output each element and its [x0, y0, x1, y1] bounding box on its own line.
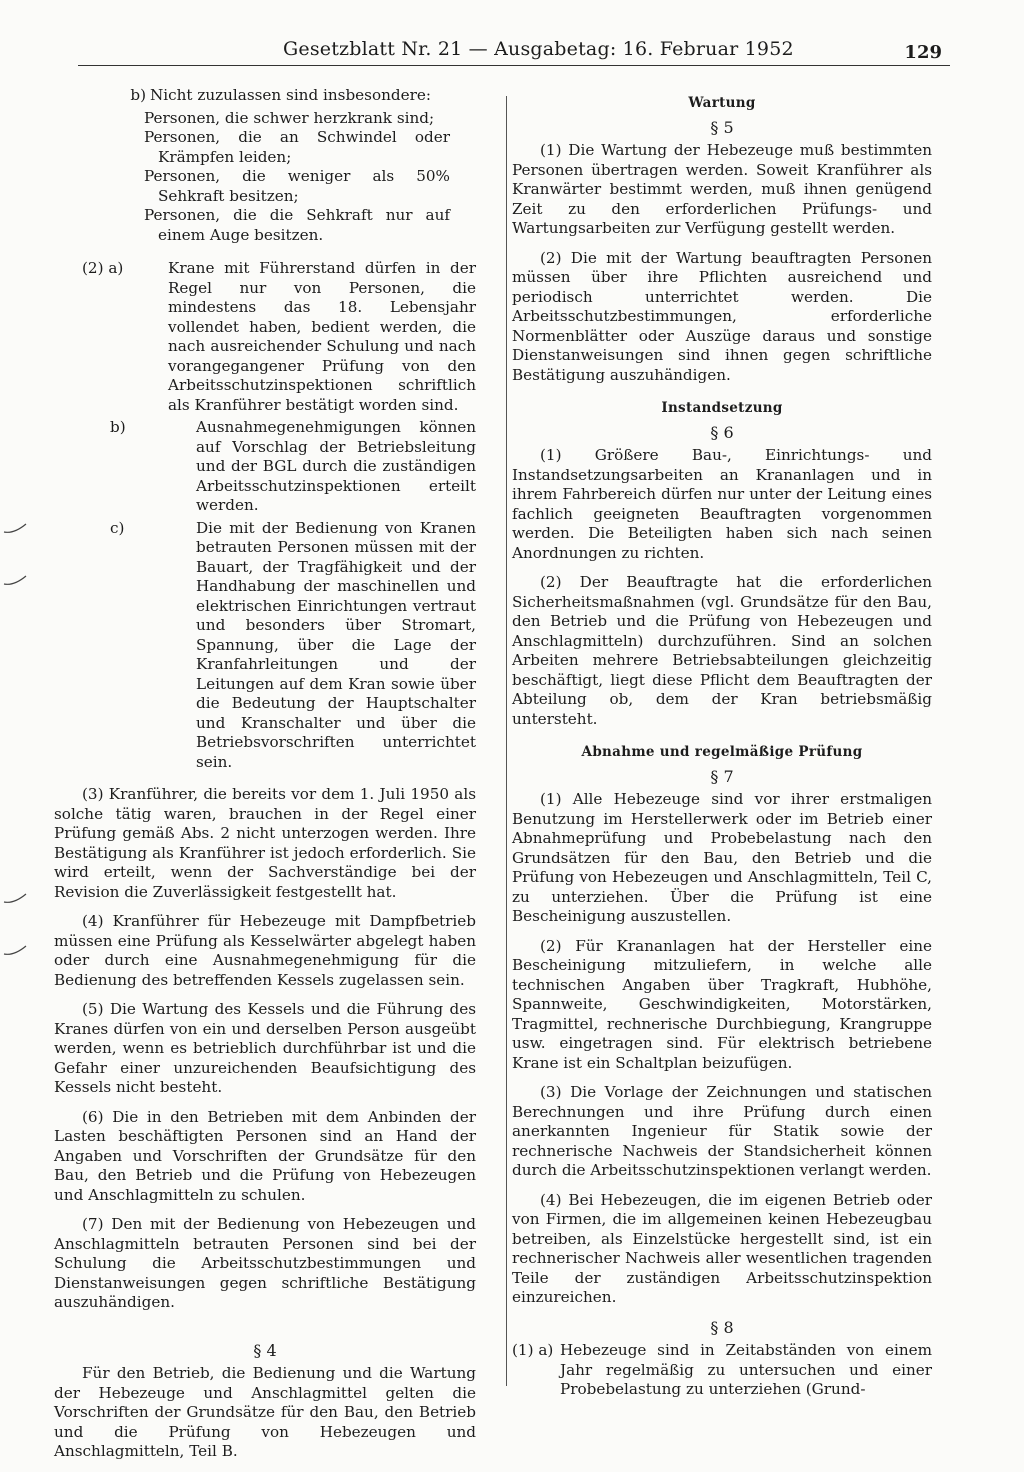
- clause-label: (1) a): [512, 1341, 554, 1359]
- clause-label: b): [130, 86, 146, 104]
- header-rule: [78, 65, 950, 66]
- clause-2c: [54, 519, 476, 773]
- clause-text: Nicht zuzulassen sind insbesondere:: [150, 86, 431, 104]
- paragraph-7: (7) Den mit der Bedienung von Hebezeugen und Anschlagmitteln betrauten Personen sind bei der Schulung die Arbeitsschutzbestimmungen und Dienstanweisungen gegen schriftliche Bestätigung auszuhändigen.: [54, 1215, 476, 1311]
- clause-2b: [54, 418, 476, 516]
- margin-checkmark-icon: [0, 522, 30, 536]
- section-5-paragraph-1: (1) Die Wartung der Hebezeuge muß bestimmten Personen übertragen werden. Soweit Kranführer als Kranwärter bestimmt werden, muß ihnen genügend Zeit zu den erforderlichen Prüfungs- und Wartungsarbeiten zur Verfügung gestellt werden.: [512, 141, 932, 237]
- paragraph-4: (4) Kranführer für Hebezeuge mit Dampfbetrieb müssen eine Prüfung als Kesselwärter abgelegt haben oder durch eine Ausnahmegenehmigung für die Bedienung des betreffenden Kessels zugelassen sein.: [54, 912, 476, 989]
- section-7-title: § 7: [710, 766, 734, 786]
- section-7-paragraph-4: (4) Bei Hebezeugen, die im eigenen Betrieb oder von Firmen, die im allgemeinen keinen Hebezeugbau betreiben, als Einzelstücke hergestellt sind, ist ein rechnerischer Nachweis aller wesentlichen tragenden Teile der zuständigen Arbeitsschutzinspektion einzureichen.: [512, 1190, 932, 1306]
- margin-checkmark-icon: [0, 944, 30, 958]
- paragraph-5: (5) Die Wartung des Kessels und die Führung des Kranes dürfen von ein und derselben Person ausgeübt werden, wenn es betrieblich durchführbar ist und die Gefahr einer unzureichenden Beaufsichtigung des Kessels nicht besteht.: [54, 1000, 476, 1096]
- heading-wartung: Wartung: [688, 95, 756, 111]
- heading-abnahme: Abnahme und regelmäßige Prüfung: [581, 744, 863, 760]
- margin-checkmark-icon: [0, 892, 30, 906]
- section-6-title: § 6: [710, 422, 734, 442]
- list-item: Personen, die schwer herzkrank sind;: [144, 108, 435, 127]
- clause-label: (2) a): [82, 259, 124, 277]
- section-7-paragraph-1: (1) Alle Hebezeuge sind vor ihrer erstmaligen Benutzung im Herstellerwerk oder im Betrieb einer Abnahmeprüfung und Probebelastung nach den Grundsätzen für den Bau, den Betrieb und die Prüfung von Hebezeugen und Anschlagmitteln, Teil C, zu unterziehen. Über die Prüfung ist eine Bescheinigung auszustellen.: [512, 790, 932, 925]
- list-item: Personen, die weniger als 50% Sehkraft besitzen;: [144, 167, 450, 205]
- section-8-clause-1a: [512, 1341, 932, 1400]
- heading-instandsetzung: Instandsetzung: [661, 400, 783, 416]
- section-6-paragraph-1: (1) Größere Bau-, Einrichtungs- und Instandsetzungsarbeiten an Krananlagen und in ihrem Fahrbereich dürfen nur unter der Leitung eines fachlich geeigneten Beauftragten vorgenommen werden. Die Beteiligten haben sich nach seinen Anordnungen zu richten.: [512, 446, 932, 562]
- section-5-title: § 5: [710, 117, 734, 137]
- section-4-title: § 4: [253, 1340, 277, 1360]
- clause-label: c): [110, 518, 125, 537]
- list-item: Personen, die die Sehkraft nur auf einem Auge besitzen.: [144, 206, 450, 244]
- excluded-persons-list: [54, 109, 476, 246]
- paragraph-6: (6) Die in den Betrieben mit dem Anbinden der Lasten beschäftigten Personen sind an Hand der Angaben und Vorschriften der Grundsätze für den Bau, den Betrieb und die Prüfung von Hebezeugen und Anschlagmitteln zu schulen.: [54, 1107, 476, 1204]
- section-7-paragraph-3: (3) Die Vorlage der Zeichnungen und statischen Berechnungen und ihre Prüfung durch einen anerkannten Ingenieur für Statik sowie der rechnerische Nachweis der Standsicherheit können durch die Arbeitsschutzinspektionen verlangt werden.: [512, 1083, 932, 1179]
- section-6-paragraph-2: (2) Der Beauftragte hat die erforderlichen Sicherheitsmaßnahmen (vgl. Grundsätze für den Bau, den Betrieb und die Prüfung von Hebezeugen und Anschlagmitteln) durchzuführen. Sind an solchen Arbeiten mehrere Betriebsabteilungen gleichzeitig beschäftigt, liegt diese Pflicht dem Beauftragten der Abteilung ob, dem der Kran betriebsmäßig untersteht.: [512, 573, 932, 728]
- column-divider: [506, 96, 507, 1386]
- right-column: [512, 86, 932, 1403]
- section-7-paragraph-2: (2) Für Krananlagen hat der Hersteller eine Bescheinigung mitzuliefern, in welche alle technischen Angaben über Tragkraft, Hubhöhe, Spannweite, Geschwindigkeiten, Motorstärken, Tragmittel, rechnerische Durchbiegung, Krangruppe usw. eingetragen sind. Für elektrisch betriebene Krane ist ein Schaltplan beizufügen.: [512, 936, 932, 1072]
- page-number: 129: [904, 42, 942, 63]
- left-column: [54, 86, 476, 1472]
- clause-b-intro: [54, 86, 476, 106]
- header-title: Gesetzblatt Nr. 21 — Ausgabetag: 16. Februar 1952: [283, 38, 794, 60]
- list-item: Personen, die an Schwindel oder Krämpfen leiden;: [144, 128, 450, 166]
- clause-2a: [54, 259, 476, 415]
- paragraph-3: (3) Kranführer, die bereits vor dem 1. Juli 1950 als solche tätig waren, brauchen in der Regel einer Prüfung gemäß Abs. 2 nicht unterzogen werden. Ihre Bestätigung als Kranführer ist jedoch erforderlich. Sie wird erteilt, wenn der Sachverständige bei der Revision die Zuverlässigkeit festgestellt hat.: [54, 785, 476, 901]
- section-5-paragraph-2: (2) Die mit der Wartung beauftragten Personen müssen über ihre Pflichten ausreichend und periodisch unterrichtet werden. Die Arbeitsschutzbestimmungen, erforderliche Normenblätter oder Auszüge daraus und sonstige Dienstanweisungen sind ihnen gegen schriftliche Bestätigung auszuhändigen.: [512, 248, 932, 384]
- margin-checkmark-icon: [0, 574, 30, 588]
- clause-text: Hebezeuge sind in Zeitabständen von einem Jahr regelmäßig zu untersuchen und einer Probebelastung zu unterziehen (Grund-: [560, 1341, 932, 1398]
- section-8-title: § 8: [710, 1317, 734, 1337]
- section-4-text: Für den Betrieb, die Bedienung und die Wartung der Hebezeuge und Anschlagmittel gelten die Vorschriften der Grundsätze für den Bau, den Betrieb und die Prüfung von Hebezeugen und Anschlagmitteln, Teil B.: [54, 1364, 476, 1460]
- clause-text: Krane mit Führerstand dürfen in der Regel nur von Personen, die mindestens das 18. Lebensjahr vollendet haben, bedient werden, die nach ausreichender Schulung und nach vorangegangener Prüfung von den Arbeitsschutzinspektionen schriftlich als Kranführer bestätigt worden sind.: [168, 259, 476, 414]
- clause-label: b): [110, 418, 126, 436]
- page-header: [78, 38, 950, 68]
- clause-text: Ausnahmegenehmigungen können auf Vorschlag der Betriebsleitung und der BGL durch die zuständigen Arbeitsschutzinspektionen erteilt werden.: [196, 418, 476, 514]
- clause-text: Die mit der Bedienung von Kranen betrauten Personen müssen mit der Bauart, der Tragfähigkeit und der Handhabung der maschinellen und elektrischen Einrichtungen vertraut und besonders über Stromart, Spannung, über die Lage der Kranfahrleitungen und der Leitungen auf dem Kran sowie über die Bedeutung der Hauptschalter und Kranschalter und über die Betriebsvorschriften unterrichtet sein.: [196, 518, 476, 771]
